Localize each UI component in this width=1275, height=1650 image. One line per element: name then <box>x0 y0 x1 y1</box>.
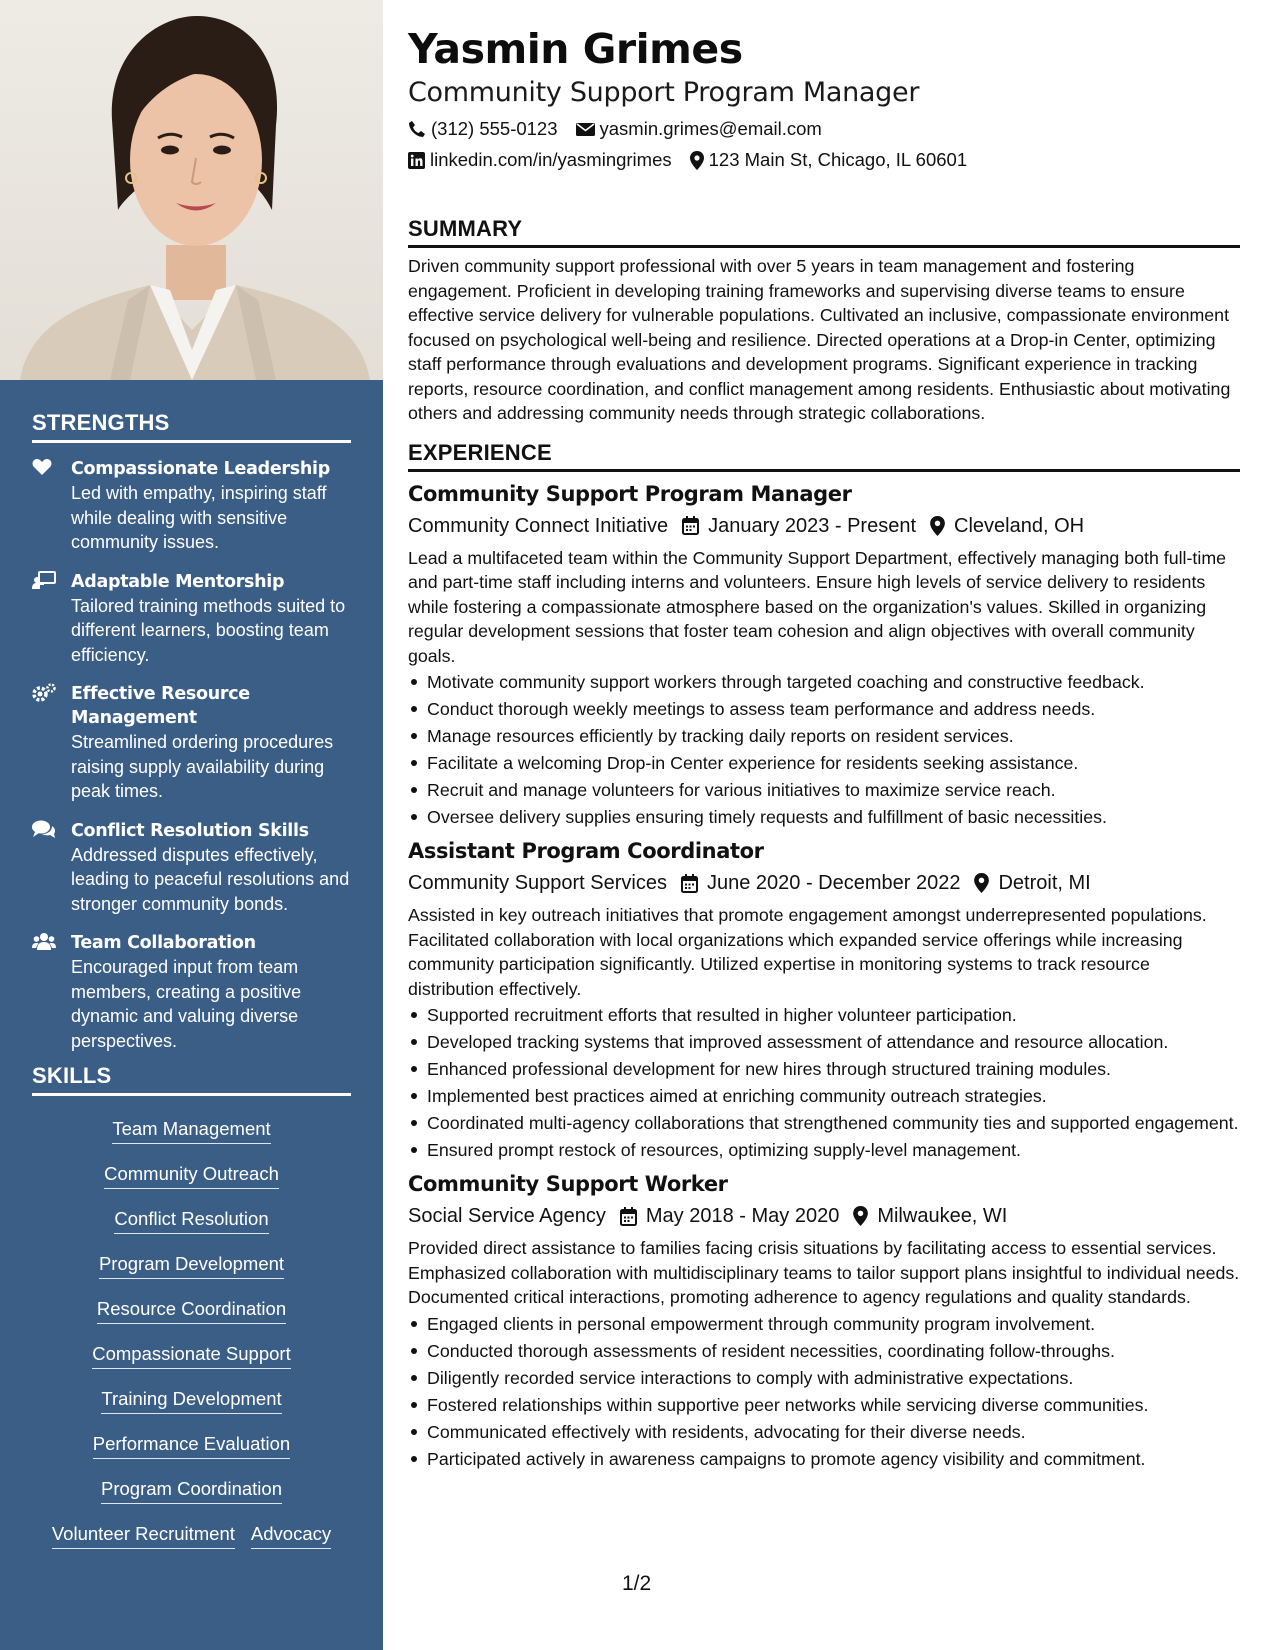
street-address: 123 Main St, Chicago, IL 60601 <box>708 149 968 170</box>
job-dates: May 2018 - May 2020 <box>645 1205 840 1227</box>
strengths-heading: STRENGTHS <box>32 410 351 443</box>
job-bullet: Fostered relationships within supportive peer networks while servicing diverse communities. <box>408 1393 1240 1417</box>
job-bullet: Supported recruitment efforts that resulted in higher volunteer participation. <box>408 1003 1240 1027</box>
job-location: Milwaukee, WI <box>877 1205 1008 1227</box>
contact-row-2 <box>408 148 1240 172</box>
job-bullet: Implemented best practices aimed at enriching community outreach strategies. <box>408 1084 1240 1108</box>
experience-section <box>408 440 1240 1471</box>
map-pin-icon <box>853 1206 868 1226</box>
job-meta <box>408 1202 1240 1230</box>
linkedin-icon <box>408 152 425 169</box>
phone-icon <box>408 120 426 138</box>
job-dates: January 2023 - Present <box>708 514 917 537</box>
skill-tag: Advocacy <box>251 1521 331 1549</box>
skill-tag: Volunteer Recruitment <box>52 1521 235 1549</box>
calendar-icon <box>681 874 698 893</box>
strength-description: Streamlined ordering procedures raising supply availability during peak times. <box>71 732 334 801</box>
job-location: Cleveland, OH <box>954 514 1085 537</box>
map-pin-icon <box>690 151 704 170</box>
strength-description: Led with empathy, inspiring staff while dealing with sensitive community issues. <box>71 483 327 552</box>
job-location-wrap <box>853 1202 1007 1230</box>
skill-tag: Compassionate Support <box>92 1341 290 1369</box>
linkedin-url: linkedin.com/in/yasmingrimes <box>430 149 672 170</box>
summary-section <box>408 216 1240 426</box>
strength-description: Encouraged input from team members, creating a positive dynamic and valuing diverse perspectives. <box>71 957 302 1051</box>
address-contact <box>690 148 968 172</box>
strength-description: Tailored training methods suited to different learners, boosting team efficiency. <box>71 595 346 665</box>
strength-item <box>32 819 351 917</box>
job-description: Provided direct assistance to families facing crisis situations by facilitating access to essential services. Emphasized collaboration with multidisciplinary teams to tailor support plans insightful to individual needs. Documented critical interactions, promoting adherence to agency regulations and quality standards. <box>408 1238 1240 1307</box>
candidate-name: Yasmin Grimes <box>408 25 743 73</box>
job-bullet: Communicated effectively with residents, advocating for their diverse needs. <box>408 1420 1240 1444</box>
job-bullet: Conducted thorough assessments of resident necessities, coordinating follow-throughs. <box>408 1339 1240 1363</box>
job-bullet: Manage resources efficiently by tracking daily reports on resident services. <box>408 724 1240 748</box>
skills-heading: SKILLS <box>32 1063 351 1096</box>
strengths-section <box>32 410 351 1053</box>
skill-tag: Community Outreach <box>104 1161 279 1189</box>
job-bullet: Oversee delivery supplies ensuring timely requests and fulfillment of basic necessities. <box>408 805 1240 829</box>
job-bullets <box>408 1312 1240 1471</box>
calendar-icon <box>620 1207 637 1226</box>
job-entry <box>408 480 1240 830</box>
job-meta <box>408 869 1240 897</box>
job-location-wrap <box>930 512 1084 540</box>
profile-portrait-illustration <box>0 0 383 380</box>
job-meta <box>408 512 1240 540</box>
skill-tag: Conflict Resolution <box>114 1206 268 1234</box>
job-entry <box>408 1170 1240 1471</box>
job-title: Community Support Worker <box>408 1172 728 1196</box>
candidate-title: Community Support Program Manager <box>408 77 920 108</box>
strength-title: Team Collaboration <box>71 933 256 953</box>
skills-list <box>32 1108 351 1558</box>
job-bullet: Enhanced professional development for new hires through structured training modules. <box>408 1057 1240 1081</box>
job-bullet: Diligently recorded service interactions to comply with administrative expectations. <box>408 1366 1240 1390</box>
sidebar <box>0 0 383 1650</box>
strength-title: Compassionate Leadership <box>71 459 330 479</box>
strength-item <box>32 682 351 804</box>
job-location-wrap <box>974 869 1090 897</box>
strength-item <box>32 457 351 555</box>
gears-icon <box>32 683 56 703</box>
skill-tag: Performance Evaluation <box>93 1431 290 1459</box>
job-company: Social Service Agency <box>408 1205 606 1227</box>
job-company: Community Connect Initiative <box>408 514 669 537</box>
skill-tag: Program Development <box>99 1251 284 1279</box>
skills-section <box>32 1063 351 1558</box>
summary-text: Driven community support professional with over 5 years in team management and fostering engagement. Proficient in developing training frameworks and supervising diverse teams to ensure effective service delivery for vulnerable populations. Cultivated an inclusive, compassionate environment focused on psychological well-being and resilience. Directed operations at a Drop-in Center, optimizing staff performance through evaluations and development programs. Significant experience in tracking reports, resource coordination, and conflict management among residents. Enthusiastic about motivating others and addressing community needs through strategic collaborations. <box>408 256 1231 423</box>
strength-title: Adaptable Mentorship <box>71 571 285 592</box>
linkedin-contact[interactable] <box>408 148 672 172</box>
users-icon <box>32 932 56 952</box>
map-pin-icon <box>974 873 989 893</box>
contact-row <box>408 117 1240 141</box>
job-bullets <box>408 670 1240 829</box>
phone-contact[interactable] <box>408 117 558 141</box>
email-address: yasmin.grimes@email.com <box>599 118 822 139</box>
job-dates-wrap <box>682 512 916 540</box>
map-pin-icon <box>930 516 945 536</box>
experience-heading: EXPERIENCE <box>408 440 1240 472</box>
skill-tag: Resource Coordination <box>97 1296 286 1324</box>
skill-tag: Training Development <box>101 1386 281 1414</box>
summary-heading: SUMMARY <box>408 216 1240 248</box>
page-number: 1/2 <box>622 1572 652 1595</box>
job-bullet: Developed tracking systems that improved assessment of attendance and resource allocation. <box>408 1030 1240 1054</box>
job-location: Detroit, MI <box>998 872 1091 894</box>
chalkboard-teacher-icon <box>32 571 56 591</box>
strength-description: Addressed disputes effectively, leading to peaceful resolutions and stronger community bonds. <box>71 844 350 914</box>
job-dates-wrap <box>681 869 961 897</box>
job-dates: June 2020 - December 2022 <box>706 872 961 894</box>
job-dates-wrap <box>620 1202 839 1230</box>
strength-item <box>32 931 351 1053</box>
comments-icon <box>32 820 56 840</box>
job-bullet: Participated actively in awareness campaigns to promote agency visibility and commitment. <box>408 1447 1240 1471</box>
job-title: Community Support Program Manager <box>408 481 852 506</box>
profile-photo <box>0 0 383 380</box>
job-description: Lead a multifaceted team within the Community Support Department, effectively managing both full-time and part-time staff including interns and volunteers. Ensure high levels of service delivery to residents while fostering a compassionate atmosphere based on the organization's values. Skilled in organizing regular development sessions that foster team cohesion and align objectives with overall community goals. <box>408 547 1227 666</box>
job-bullet: Recruit and manage volunteers for various initiatives to maximize service reach. <box>408 778 1240 802</box>
job-bullet: Engaged clients in personal empowerment through community program involvement. <box>408 1312 1240 1336</box>
calendar-icon <box>682 516 699 535</box>
job-bullets <box>408 1003 1240 1162</box>
strength-title: Effective Resource Management <box>71 684 250 728</box>
strength-title: Conflict Resolution Skills <box>71 820 309 841</box>
skill-tag: Program Coordination <box>101 1476 282 1504</box>
skill-tag: Team Management <box>112 1116 270 1144</box>
main-content <box>408 22 1240 1474</box>
job-company: Community Support Services <box>408 872 667 894</box>
envelope-icon <box>576 122 595 137</box>
job-bullet: Motivate community support workers through targeted coaching and constructive feedback. <box>408 670 1240 694</box>
strength-item <box>32 570 351 668</box>
job-bullet: Ensured prompt restock of resources, optimizing supply-level management. <box>408 1138 1240 1162</box>
email-contact[interactable] <box>576 117 822 141</box>
job-description: Assisted in key outreach initiatives that promote engagement amongst underrepresented populations. Facilitated collaboration with local organizations which expanded service offerings while increasing community participation significantly. Utilized expertise in monitoring systems to track resource distribution effectively. <box>408 905 1207 999</box>
job-bullet: Facilitate a welcoming Drop-in Center experience for residents seeking assistance. <box>408 751 1240 775</box>
job-bullet: Coordinated multi-agency collaborations that strengthened community ties and supported engagement. <box>408 1111 1240 1135</box>
heart-icon <box>32 458 56 478</box>
job-entry <box>408 837 1240 1162</box>
phone-number: (312) 555-0123 <box>431 118 558 139</box>
job-title: Assistant Program Coordinator <box>408 839 764 863</box>
job-bullet: Conduct thorough weekly meetings to assess team performance and address needs. <box>408 697 1240 721</box>
